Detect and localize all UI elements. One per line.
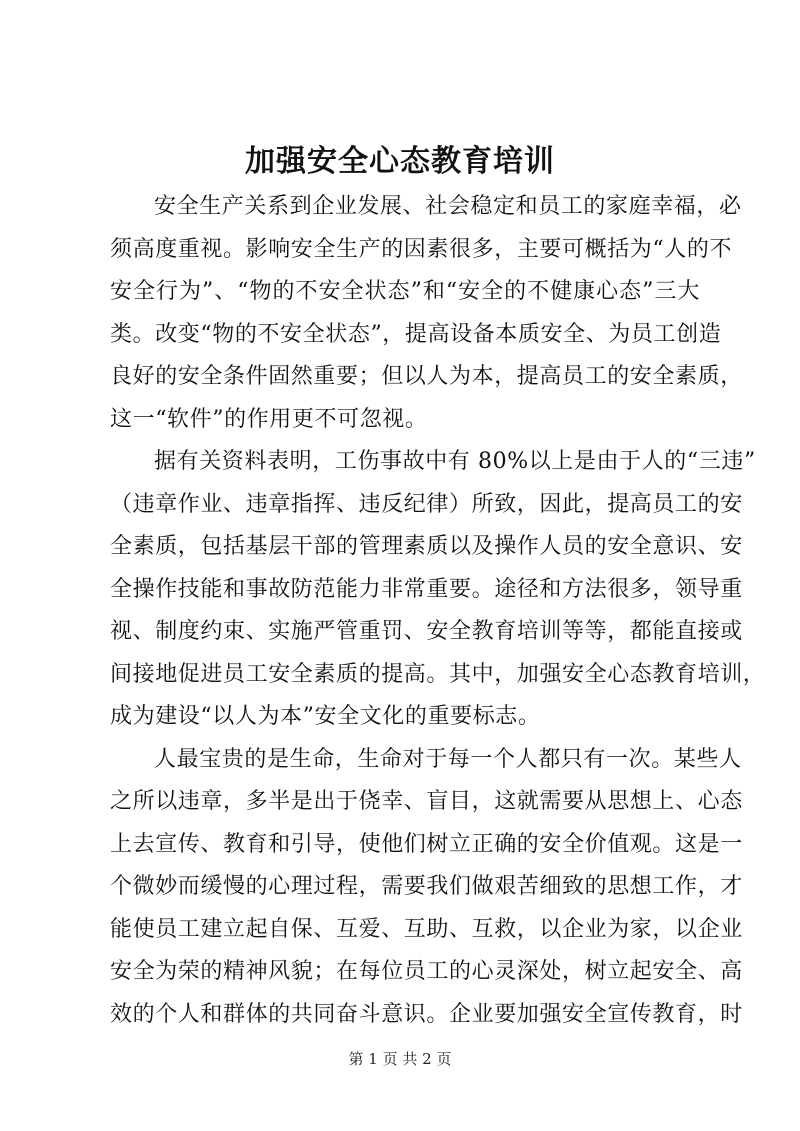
text-line: 类。改变“物的不安全状态”，提高设备本质安全、为员工创造	[110, 321, 722, 347]
text-line: 之所以违章，多半是出于侥幸、盲目，这就需要从思想上、心态	[110, 789, 743, 814]
text-line: 个微妙而缓慢的心理过程，需要我们做艰苦细致的思想工作，才	[110, 874, 743, 899]
page-number-footer: 第 1 页 共 2 页	[348, 1050, 452, 1068]
text-line: （违章作业、违章指挥、违反纪律）所致，因此，提高员工的安	[110, 491, 743, 517]
text-line: 良好的安全条件固然重要；但以人为本，提高员工的安全素质，	[110, 364, 743, 389]
text-line: 能使员工建立起自保、互爱、互助、互救，以企业为家，以企业	[110, 916, 743, 942]
text-line: 据有关资料表明，工伤事故中有 80%以上是由于人的“三违”	[154, 449, 756, 474]
text-line: 上去宣传、教育和引导，使他们树立正确的安全价值观。这是一	[110, 831, 743, 857]
text-line: 须高度重视。影响安全生产的因素很多，主要可概括为“人的不	[110, 236, 733, 262]
text-line: 安全行为”、“物的不安全状态”和“安全的不健康心态”三大	[110, 279, 700, 304]
text-line: 人最宝贵的是生命，生命对于每一个人都只有一次。某些人	[154, 746, 742, 772]
text-line: 间接地促进员工安全素质的提高。其中，加强安全心态教育培训，	[110, 661, 766, 687]
text-line: 视、制度约束、实施严管重罚、安全教育培训等等，都能直接或	[110, 619, 743, 644]
text-line: 成为建设“以人为本”安全文化的重要标志。	[110, 704, 541, 729]
text-line: 全操作技能和事故防范能力非常重要。途径和方法很多，领导重	[110, 576, 743, 602]
text-line: 效的个人和群体的共同奋斗意识。企业要加强安全宣传教育，时	[110, 1001, 743, 1027]
text-line: 全素质，包括基层干部的管理素质以及操作人员的安全意识、安	[110, 534, 743, 559]
text-line: 安全为荣的精神风貌；在每位员工的心灵深处，树立起安全、高	[110, 959, 743, 984]
text-line: 这一“软件”的作用更不可忽视。	[110, 406, 428, 432]
document-body	[110, 186, 766, 1036]
document-title: 加强安全心态教育培训	[245, 144, 555, 179]
text-line: 安全生产关系到企业发展、社会稳定和员工的家庭幸福，必	[154, 194, 742, 219]
